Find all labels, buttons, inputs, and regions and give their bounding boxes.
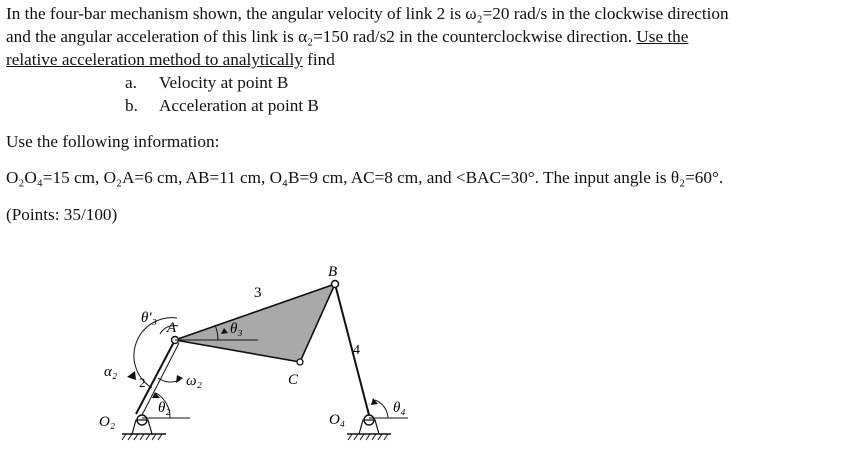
info-line: O₂O₄=15 cm, O₂A=6 cm, AB=11 cm, O₄B=9 cm, AC=8 cm, and <BAC=30°. The input angle is θ₂=60°. [6,168,724,187]
joint-b [332,281,339,288]
label-b: B [328,264,338,280]
problem-line-1: In the four-bar mechanism shown, the angular velocity of link 2 is ω₂=20 rad/s in the clockwise direction [6,4,729,23]
label-theta2: θ₂ [158,400,171,416]
problem-line-2-underlined: Use the [636,27,689,46]
label-theta3-prime: θ′₃ [141,310,157,326]
problem-line-3-text: find [302,50,335,69]
theta4-arrowhead [371,398,378,405]
omega2-arrowhead [176,375,183,383]
list-item-b-marker: b. [125,96,138,115]
list-item-a-marker: a. [125,73,137,92]
problem-line-3-underlined: relative acceleration method to analytically [6,50,303,69]
joint-c [297,359,303,365]
list-item-b-text: Acceleration at point B [159,96,319,115]
label-alpha2: α₂ [104,364,118,380]
label-o4: O₄ [329,412,346,428]
label-link-3: 3 [254,285,262,301]
problem-line-2-text: and the angular acceleration of this link is α₂=150 rad/s2 in the counterclockwise direction. [6,27,637,46]
ground-pivot-o2 [122,415,166,440]
label-link-2: 2 [139,375,146,390]
theta4-arc [375,400,388,418]
rocker-link-4 [335,284,369,415]
label-theta4: θ₄ [393,400,406,416]
info-heading: Use the following information: [6,132,220,151]
alpha2-arrowhead [127,371,136,380]
ground-pivot-o4 [347,415,391,440]
list-item-a-text: Velocity at point B [159,73,289,92]
label-o2: O₂ [99,414,116,430]
label-theta3: θ₃ [230,321,243,337]
label-omega2: ω₂ [186,373,202,389]
points-label: (Points: 35/100) [6,205,118,224]
label-link-4: 4 [353,343,360,358]
label-a: A [167,320,177,336]
label-c: C [288,372,299,388]
